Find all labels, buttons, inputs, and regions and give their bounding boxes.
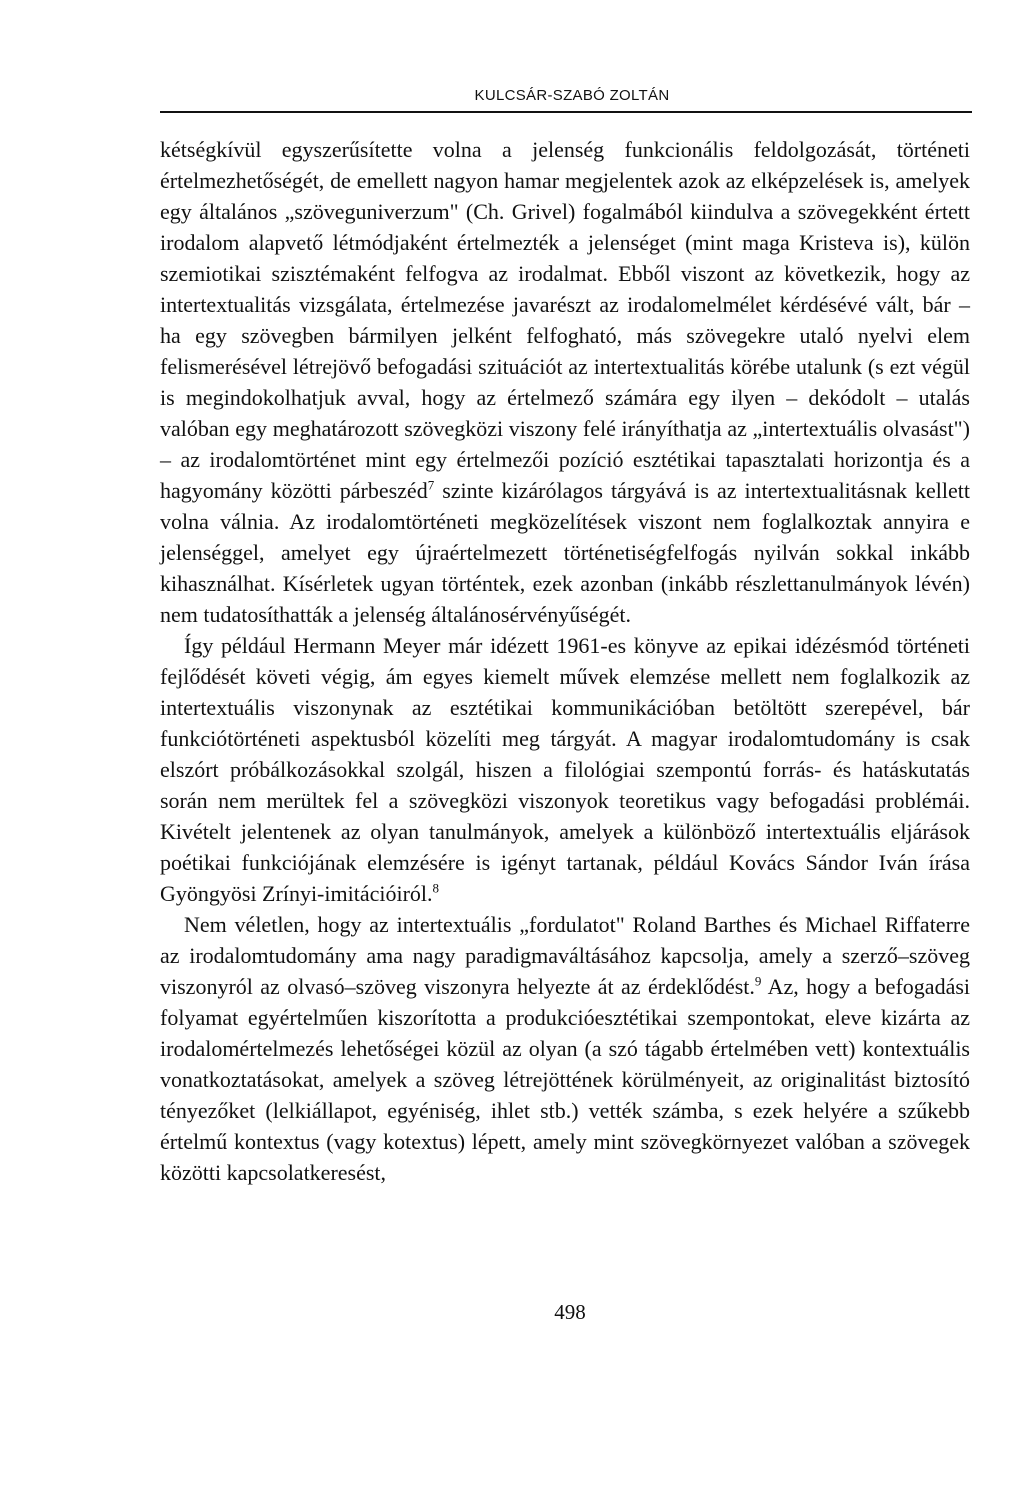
footnote-marker-7[interactable]: 7 bbox=[427, 477, 435, 493]
paragraph-1 bbox=[160, 134, 970, 630]
paragraph-text: Nem véletlen, hogy az intertextuális „fordulatot" Roland Barthes és Michael Riffaterre az irodalomtudomány ama nagy paradigmaváltásához kapcsolja, amely a szerző–szöveg viszonyról az olvasó–szöveg viszonyra helyezte át az érdeklődést. bbox=[160, 912, 970, 999]
footnote-marker-9[interactable]: 9 bbox=[754, 973, 762, 989]
paragraph-text: Az, hogy a befogadási folyamat egyértelműen kiszorította a produkcióesztétikai szempontokat, eleve kizárta az irodalomértelmezés lehetőségei közül az olyan (a szó tágabb értelmében vett) kontextuális vonatkoztatásokat, amelyek a szöveg létrejöttének körülményeit, az originalitást biztosító tényezőket (lelkiállapot, egyéniség, ihlet stb.) vették számba, s ezek helyére a szűkebb értelmű kontextus (vagy kotextus) lépett, amely mint szövegkörnyezet valóban a szövegek közötti kapcsolatkeresést, bbox=[160, 974, 971, 1185]
body-text bbox=[160, 134, 970, 1188]
paragraph-2 bbox=[160, 630, 970, 909]
paragraph-text: szinte kizárólagos tárgyává is az intertextualitásnak kellett volna válnia. Az irodalomtörténeti megközelítések viszont nem foglalkoztak annyira e jelenséggel, amelyet egy újraértelmezett történetiségfelfogás nyilván sokkal inkább kihasználhat. Kísérletek ugyan történtek, ezek azonban (inkább részlettanulmányok lévén) nem tudatosíthatták a jelenség általánosérvényűségét. bbox=[160, 478, 970, 627]
paragraph-3 bbox=[160, 909, 970, 1188]
header-rule bbox=[160, 111, 972, 113]
paragraph-text: kétségkívül egyszerűsítette volna a jelenség funkcionális feldolgozását, történeti értelmezhetőségét, de emellett nagyon hamar megjelentek azok az elképzelések is, amelyek egy általános „szöveguniverzum" (Ch. Grivel) fogalmából kiindulva a szövegekként értett irodalom alapvető létmódjaként értelmezték a jelenséget (mint maga Kristeva is), külön szemiotikai szisztémaként felfogva az irodalmat. Ebből viszont az következik, hogy az intertextualitás vizsgálata, értelmezése javarészt az irodalomelmélet kérdésévé vált, bár – ha egy szövegben bármilyen jelként felfogható, más szövegekre utaló nyelvi elem felismerésével létrejövő befogadási szituációt az intertextualitás körébe utalunk (s ezt végül is megindokolhatjuk avval, hogy az értelmező számára egy ilyen – dekódolt – utalás valóban egy meghatározott szövegközi viszony felé irányíthatja az „intertextuális olvasást") – az irodalomtörténet mint egy értelmezői pozíció esztétikai tapasztalati horizontja és a hagyomány közötti párbeszéd bbox=[160, 137, 970, 503]
paragraph-text: Így például Hermann Meyer már idézett 1961-es könyve az epikai idézésmód történeti fejlődését követi végig, ám egyes kiemelt művek elemzése mellett nem foglalkozik az intertextuális viszonynak az esztétikai kommunikációban betöltött szerepével, bár funkciótörténeti aspektusból közelíti meg tárgyát. A magyar irodalomtudomány is csak elszórt próbálkozásokkal szolgál, hiszen a filológiai szempontú forrás- és hatáskutatás során nem merültek fel a szövegközi viszonyok teoretikus vagy befogadási problémái. Kivételt jelentenek az olyan tanulmányok, amelyek a különböző intertextuális eljárások poétikai funkciójának elemzésére is igényt tartanak, például Kovács Sándor Iván írása Gyöngyösi Zrínyi-imitációiról. bbox=[160, 633, 970, 906]
footnote-marker-8[interactable]: 8 bbox=[432, 880, 440, 896]
running-head-title: KULCSÁR-SZABÓ ZOLTÁN bbox=[474, 87, 670, 104]
page-number: 498 bbox=[554, 1300, 586, 1324]
